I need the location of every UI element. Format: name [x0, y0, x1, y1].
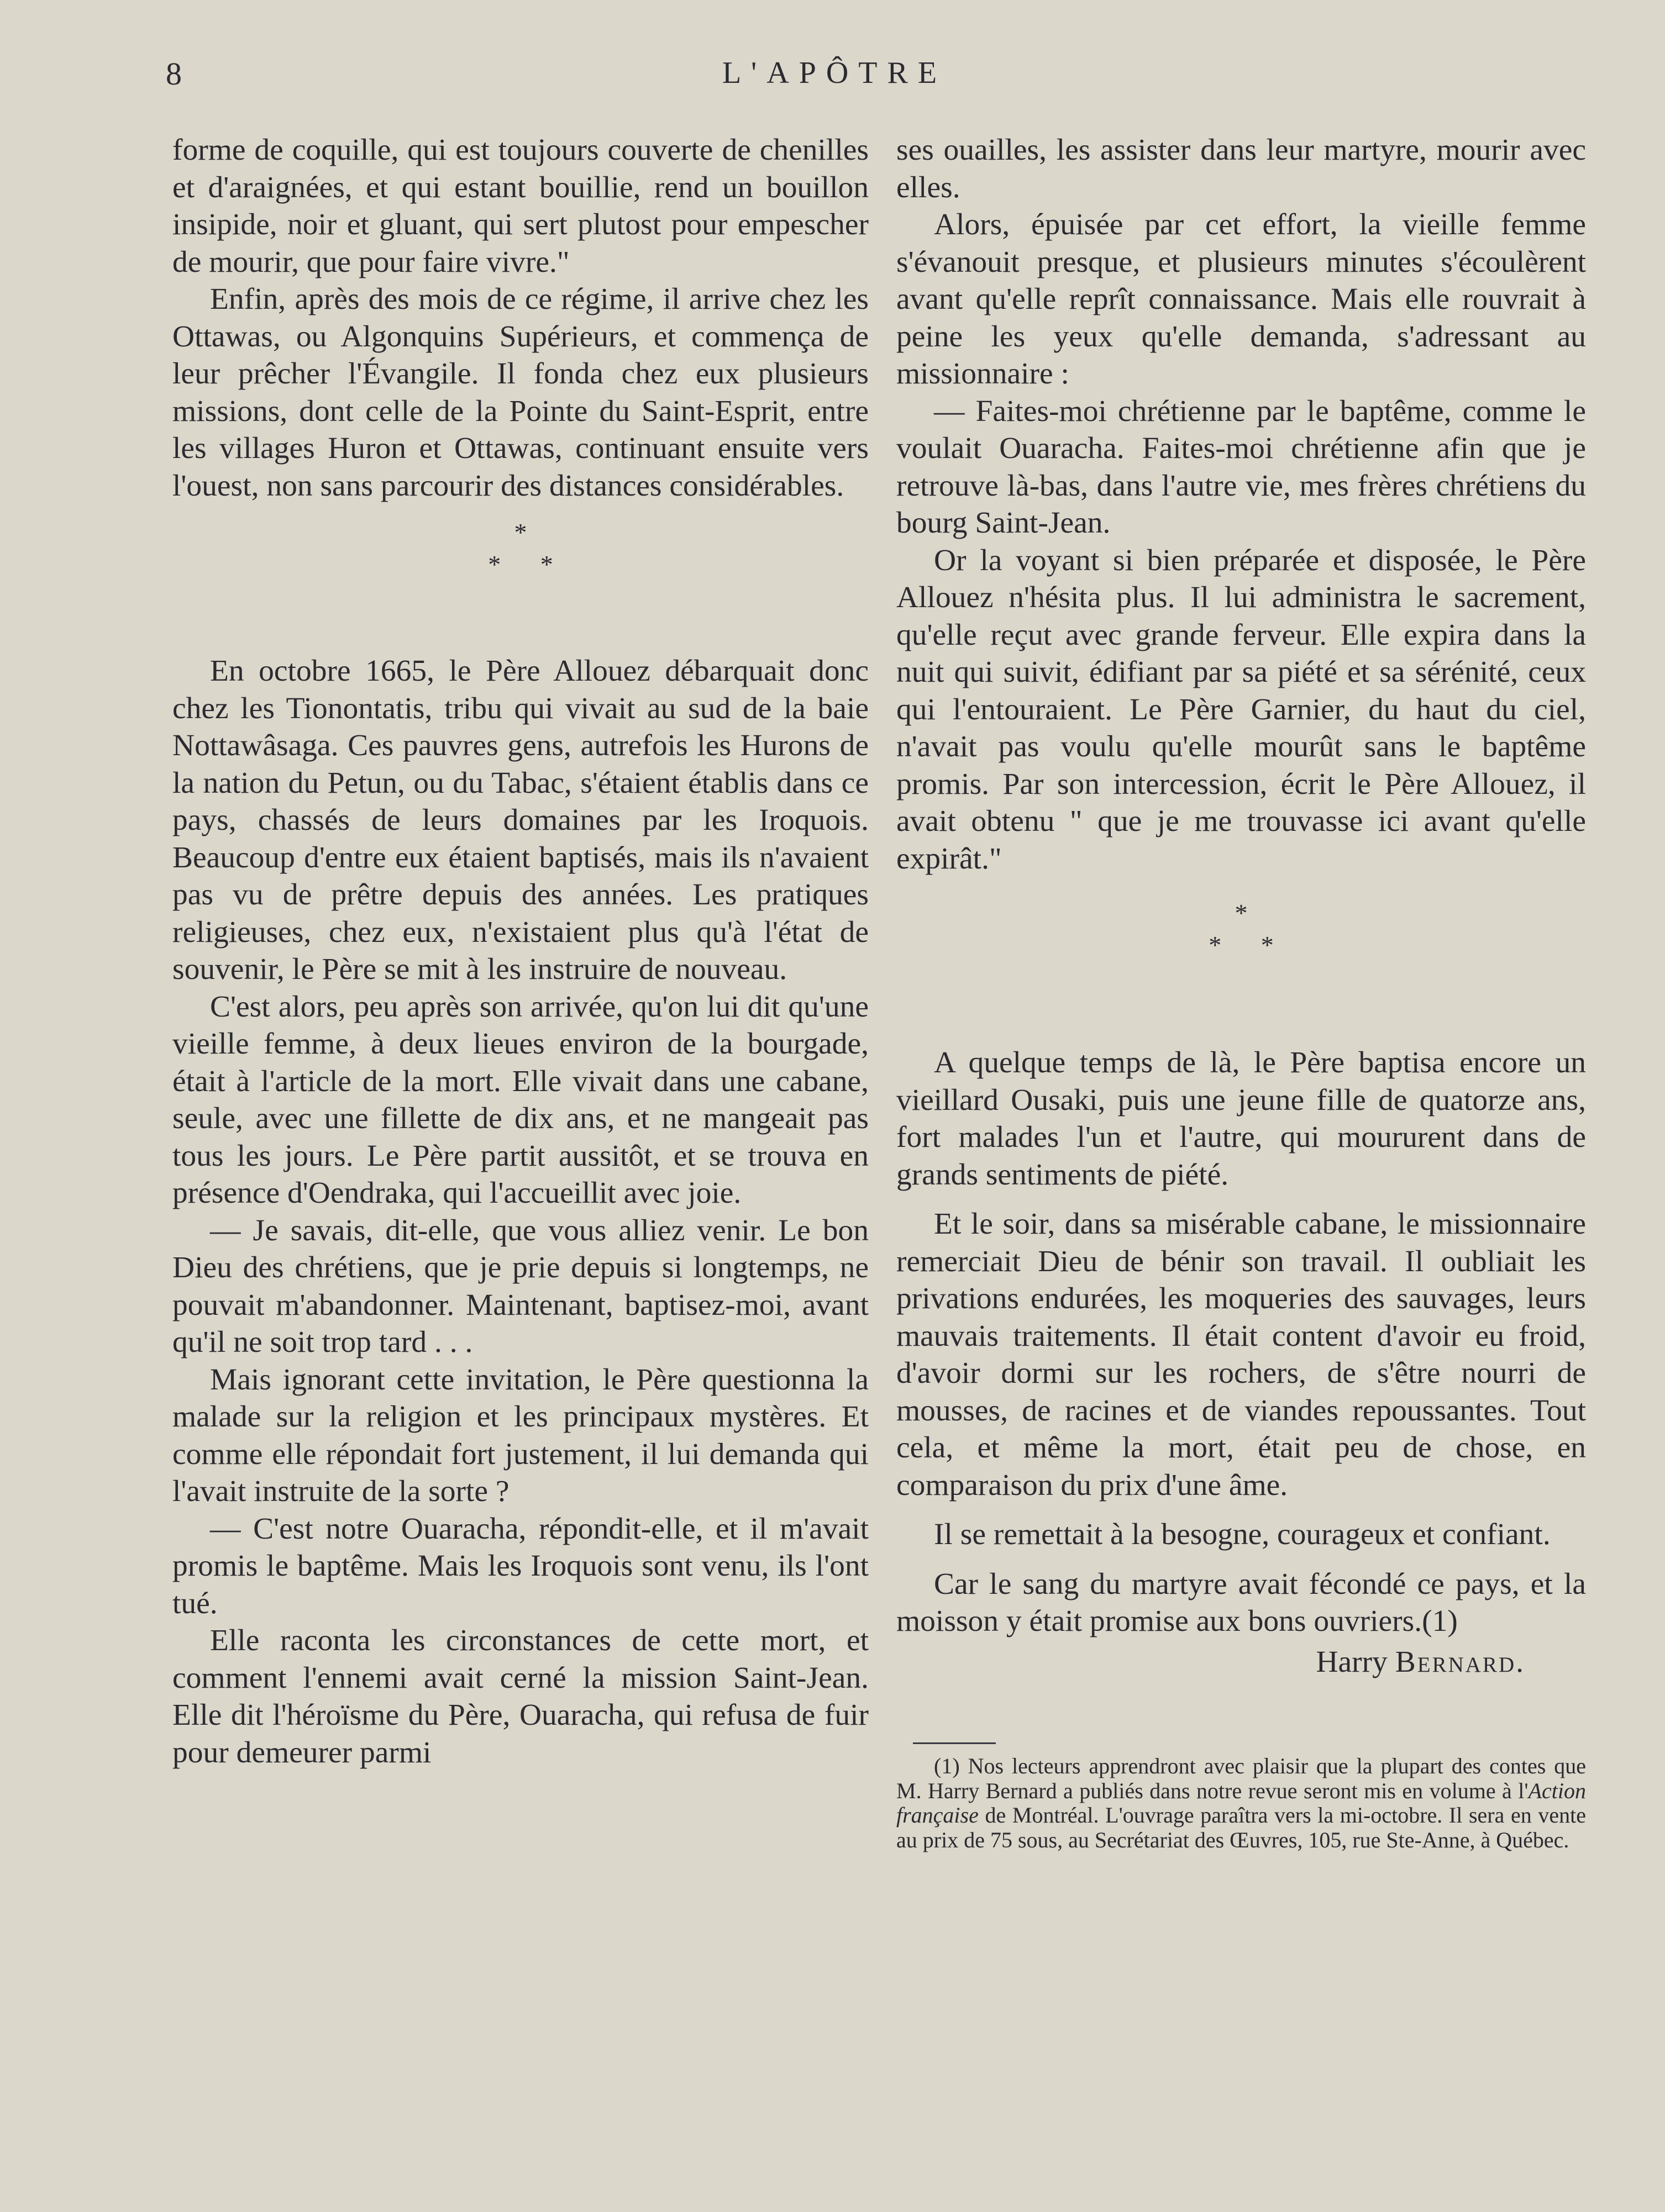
footnote-text: de Montréal. L'ouvrage paraîtra vers la mi-octobre. Il sera en vente au prix de 75 sous, au Secrétariat des Œuvres, 105, rue Ste-Anne, à Québec. — [896, 1803, 1586, 1852]
paragraph: ses ouailles, les assister dans leur martyre, mourir avec elles. — [896, 133, 1586, 204]
paragraph: Or la voyant si bien préparée et disposée, le Père Allouez n'hésita plus. Il lui administra le sacrement, qu'elle reçut avec grande ferveur. Elle expira dans la nuit qui suivit, édifiant par sa piété et sa sérénité, ceux qui l'entouraient. Le Père Garnier, du haut du ciel, n'avait pas voulu qu'elle mourût sans le baptême promis. Par son intercession, écrit le Père Allouez, il avait obtenu " que je me trouvasse ici avant qu'elle expirât." — [896, 543, 1586, 876]
page-header — [166, 55, 1503, 99]
paragraph: Car le sang du martyre avait fécondé ce pays, et la moisson y était promise aux bons ouvriers.(1) — [896, 1567, 1586, 1638]
right-column — [896, 131, 1586, 1852]
paragraph: — Je savais, dit-elle, que vous alliez venir. Le bon Dieu des chrétiens, que je prie depuis si longtemps, ne pouvait m'abandonner. Maintenant, baptisez-moi, avant qu'il ne soit trop tard . . . — [172, 1213, 869, 1359]
section-break-stars-bottom: * * — [488, 550, 570, 578]
section-break-stars-top: * — [1235, 899, 1264, 927]
section-break-stars-bottom: * * — [1209, 931, 1290, 959]
paragraph: A quelque temps de là, le Père baptisa encore un vieillard Ousaki, puis une jeune fille de quatorze ans, fort malades l'un et l'autre, qui moururent dans de grands sentiments de piété. — [896, 1046, 1586, 1192]
signature-first-name: Harry — [1316, 1645, 1388, 1679]
section-break-stars-top: * — [514, 518, 544, 546]
paragraph: forme de coquille, qui est toujours couverte de chenilles et d'araignées, et qui estant bouillie, rend un bouillon insipide, noir et gluant, qui sert plutost pour empescher de mourir, que pour faire vivre." — [172, 133, 869, 279]
paragraph: C'est alors, peu après son arrivée, qu'on lui dit qu'une vieille femme, à deux lieues environ de la bourgade, était à l'article de la mort. Elle vivait dans une cabane, seule, avec une fillette de dix ans, et ne mangeait pas tous les jours. Le Père partit aussitôt, et se trouva en présence d'Oendraka, qui l'accueillit avec joie. — [172, 989, 869, 1210]
paragraph: Et le soir, dans sa misérable cabane, le missionnaire remerciait Dieu de bénir son travail. Il oubliait les privations endurées, les moqueries des sauvages, leurs mauvais traitements. Il était content d'avoir eu froid, d'avoir dormi sur les rochers, de s'être nourri de mousses, de racines et de viandes repoussantes. Tout cela, et même la mort, était peu de chose, en comparaison du prix d'une âme. — [896, 1207, 1586, 1502]
paragraph: Elle raconta les circonstances de cette mort, et comment l'ennemi avait cerné la mission Saint-Jean. Elle dit l'héroïsme du Père, Ouaracha, qui refusa de fuir pour demeurer parmi — [172, 1624, 869, 1769]
paragraph: Mais ignorant cette invitation, le Père questionna la malade sur la religion et les principaux mystères. Et comme elle répondait fort justement, il lui demanda qui l'avait instruite de la sorte ? — [172, 1362, 869, 1508]
author-signature — [896, 1644, 1586, 1681]
footnote-italic-title: Action française — [896, 1778, 1586, 1827]
left-column — [172, 131, 869, 1771]
paragraph: Enfin, après des mois de ce régime, il arrive chez les Ottawas, ou Algonquins Supérieurs, et commença de leur prêcher l'Évangile. Il fonda chez eux plusieurs missions, dont celle de la Pointe du Saint-Esprit, entre les villages Huron et Ottawas, continuant ensuite vers l'ouest, non sans parcourir des distances considérables. — [172, 282, 869, 503]
paragraph: Il se remettait à la besogne, courageux et confiant. — [934, 1518, 1551, 1551]
page-number: 8 — [166, 56, 183, 92]
footnote-rule — [913, 1742, 996, 1744]
paragraph: — Faites-moi chrétienne par le baptême, comme le voulait Ouaracha. Faites-moi chrétienne afin que je retrouve là-bas, dans l'autre vie, mes frères chrétiens du bourg Saint-Jean. — [896, 394, 1586, 540]
paragraph: Alors, épuisée par cet effort, la vieille femme s'évanouit presque, et plusieurs minutes s'écoulèrent avant qu'elle reprît connaissance. Mais elle rouvrait à peine les yeux qu'elle demanda, s'adressant au missionnaire : — [896, 208, 1586, 391]
running-title: L'APÔTRE — [722, 56, 947, 90]
footnote-text: (1) Nos lecteurs apprendront avec plaisir que la plupart des contes que M. Harry Bernard a publiés dans notre revue seront mis en volume à l' — [896, 1753, 1586, 1803]
footnote — [896, 1754, 1586, 1852]
paragraph: — C'est notre Ouaracha, répondit-elle, et il m'avait promis le baptême. Mais les Iroquois sont venu, ils l'ont tué. — [172, 1511, 869, 1620]
paragraph: En octobre 1665, le Père Allouez débarquait donc chez les Tionontatis, tribu qui vivait au sud de la baie Nottawâsaga. Ces pauvres gens, autrefois les Hurons de la nation du Petun, ou du Tabac, s'étaient établis dans ce pays, chassés de leurs domaines par les Iroquois. Beaucoup d'entre eux étaient baptisés, mais ils n'avaient pas vu de prêtre depuis des années. Les pratiques religieuses, chez eux, n'existaient plus qu'à l'état de souvenir, le Père se mit à les instruire de nouveau. — [172, 654, 869, 986]
signature-last-name: Bernard. — [1395, 1645, 1525, 1679]
